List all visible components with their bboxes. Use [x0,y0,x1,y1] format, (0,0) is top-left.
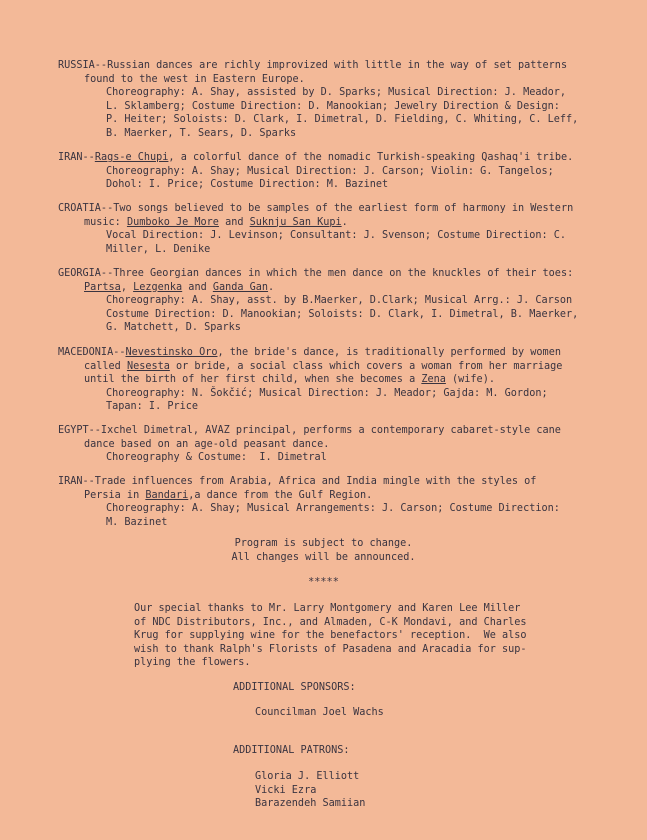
thanks-line: Krug for supplying wine for the benefactors' reception. We also [134,630,527,641]
dance-title: Zena [421,374,446,385]
credits-line: M. Bazinet [106,516,168,528]
section-description: (wife). [445,374,495,385]
section-text: found to the west in Eastern Europe. [84,73,305,85]
section-text: EGYPT--Ixchel Dimetral, AVAZ principal, performs a contemporary cabaret-style cane [58,425,561,436]
credits-line: Choreography: A. Shay; Musical Arrangements: J. Carson; Costume Direction: [106,503,560,514]
section-description: , the bride's dance, is traditionally performed by women [217,347,561,358]
credits-line: Choreography & Costume: I. Dimetral [106,452,327,463]
dance-title: Partsa [84,281,121,293]
thanks-line: of NDC Distributors, Inc., and Almaden, C-K Mondavi, and Charles [134,616,527,628]
dance-title: Bandari [145,489,189,501]
section-text [58,281,598,295]
section-description: music: [84,216,127,228]
credits-line: G. Matchett, D. Sparks [106,322,241,333]
section-label: MACEDONIA-- [58,347,126,358]
section-description: , a colorful dance of the nomadic Turkish-speaking Qashaq'i tribe. [168,152,574,163]
section-macedonia [58,346,598,414]
divider: ***** [308,577,339,588]
dance-title: Rags-e Chupi [94,152,169,163]
section-russia [58,59,598,140]
section-text [58,216,598,230]
patron-list [255,770,365,811]
section-text [58,489,598,503]
dance-title: Dumboko Je More [126,216,219,228]
notice-line: All changes will be announced. [231,551,416,563]
thanks-line: Our special thanks to Mr. Larry Montgomery and Karen Lee Miller [134,603,521,614]
dance-title: Suknju San Kupi [249,216,342,228]
credits-line: P. Heiter; Soloists: D. Clark, I. Dimetral, D. Fielding, C. Whiting, C. Leff, [106,114,579,125]
section-description: called [84,360,127,372]
section-georgia [58,267,598,335]
patrons-heading: ADDITIONAL PATRONS: [233,745,350,756]
section-description: . [268,281,275,293]
thanks-paragraph [134,602,564,670]
credits-line: Vocal Direction: J. Levinson; Consultant: J. Svenson; Costume Direction: C. [106,230,567,241]
section-label: IRAN-- [58,152,95,163]
section-text: IRAN--Trade influences from Arabia, Africa and India mingle with the styles of [58,476,537,487]
credits-line: L. Sklamberg; Costume Direction: D. Manookian; Jewelry Direction & Design: [106,100,560,112]
section-text [58,346,598,360]
sponsors-heading: ADDITIONAL SPONSORS: [233,682,356,693]
section-croatia [58,202,598,256]
section-description: Persia in [84,489,146,501]
patron-name: Barazendeh Samiian [255,798,366,809]
section-text [58,151,598,165]
section-description: and [218,216,250,228]
sponsor-name: Councilman Joel Wachs [255,707,384,718]
credits-line: Dohol: I. Price; Costume Direction: M. Bazinet [106,179,389,190]
credits-line: B. Maerker, T. Sears, D. Sparks [106,127,297,139]
section-text [58,373,598,387]
credits-line: Choreography: A. Shay, assisted by D. Sparks; Musical Direction: J. Meador, [106,87,567,98]
section-iran-bandari [58,475,598,529]
section-iran-rags [58,151,598,192]
section-description: until the birth of her first child, when she becomes a [84,374,422,385]
credits-line: Costume Direction: D. Manookian; Soloists: D. Clark, I. Dimetral, B. Maerker, [106,308,579,320]
credits-line: Choreography: N. Šokčić; Musical Direction: J. Meador; Gajda: M. Gordon; [106,387,548,399]
section-text: dance based on an age-old peasant dance. [84,438,330,450]
section-description: or bride, a social class which covers a woman from her marriage [169,360,563,372]
section-text: GEORGIA--Three Georgian dances in which the men dance on the knuckles of their toes: [58,268,574,279]
section-description: . [341,216,348,228]
patron-name: Gloria J. Elliott [255,771,360,782]
section-text: RUSSIA--Russian dances are richly improvized with little in the way of set patterns [58,60,568,71]
credits-line: Choreography: A. Shay; Musical Direction: J. Carson; Violin: G. Tangelos; [106,165,554,177]
dance-title: Nevestinsko Oro [125,347,218,358]
section-egypt [58,424,598,465]
program-notice [0,537,647,564]
dance-title: Lezgenka [133,281,183,293]
notice-line: Program is subject to change. [234,538,413,549]
credits-line: Miller, L. Denike [106,243,211,255]
section-text: CROATIA--Two songs believed to be samples of the earliest form of harmony in Western [58,203,574,214]
credits-line: Tapan: I. Price [106,401,199,412]
dance-title: Ganda Gan [212,281,269,293]
section-description: ,a dance from the Gulf Region. [188,489,373,501]
credits-line: Choreography: A. Shay, asst. by B.Maerker, D.Clark; Musical Arrg.: J. Carson [106,295,573,306]
thanks-line: plying the flowers. [134,657,251,668]
thanks-line: wish to thank Ralph's Florists of Pasadena and Aracadia for sup- [134,643,527,655]
section-description: , [120,281,134,293]
section-description: and [182,281,213,293]
patron-name: Vicki Ezra [255,784,317,796]
section-text [58,360,598,374]
dance-title: Nesesta [126,360,170,372]
